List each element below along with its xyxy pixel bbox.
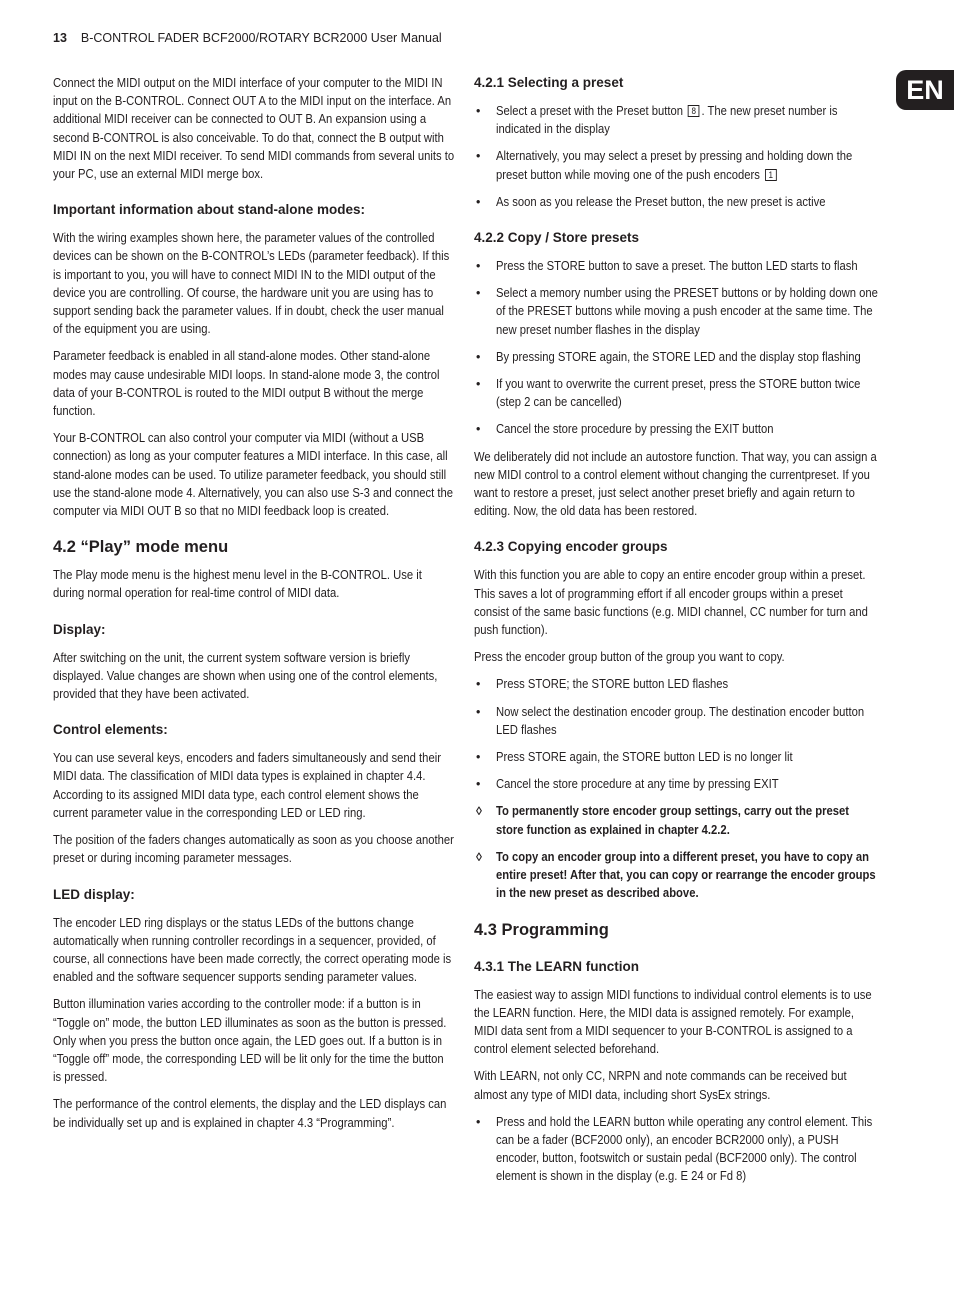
note-item: ◊ To permanently store encoder group settings, carry out the preset store function as explained in chapter 4.2.2. bbox=[476, 804, 849, 837]
paragraph: The performance of the control elements, the display and the LED displays can be individually set up and is explained in chapter 4.3 “Programming”. bbox=[53, 1097, 447, 1130]
language-tab: EN bbox=[896, 70, 954, 110]
chapter-heading: 4.2 “Play” mode menu bbox=[53, 538, 229, 557]
list-item: • Press STORE; the STORE button LED flashes bbox=[474, 675, 879, 693]
list-item: • Press and hold the LEARN button while operating any control element. This can be a fader (BCF2000 only), an encoder BCR2000 only), a PUSH encoder, button, footswitch or sustain pedal (BCF2000 only). The control element is shown in the display (e.g. E 24 or Fd 8) bbox=[476, 1114, 873, 1184]
note-bullet: ◊ bbox=[476, 849, 482, 864]
paragraph: The position of the faders changes automatically as soon as you choose another preset or during incoming parameter messages. bbox=[53, 833, 454, 866]
bullet: • bbox=[476, 349, 481, 364]
list-item: • Now select the destination encoder group. The destination encoder button LED flashes bbox=[476, 704, 865, 737]
paragraph: The easiest way to assign MIDI functions to individual control elements is to use the LEARN function. Here, the MIDI data is assigned remotely. For example, MIDI data sent from a MIDI sequencer to your B-CONTROL is assigned to a control element selected beforehand. bbox=[474, 987, 872, 1057]
paragraph: Button illumination varies according to the controller mode: if a button is in “Toggle on” mode, the button LED illuminates as soon as the button is pressed. Only when you press the button once again, the LED goes out. If a button is in “Toggle off” mode, the corresponding LED will be lit only for the time the button is pressed. bbox=[53, 997, 447, 1085]
key-reference: 8 bbox=[688, 105, 700, 117]
section-heading: 4.2.3 Copying encoder groups bbox=[474, 539, 668, 555]
list-item: • Cancel the store procedure at any time by pressing EXIT bbox=[474, 775, 879, 793]
page-number: 13 bbox=[53, 31, 67, 45]
list-item: • Press STORE again, the STORE button LED is no longer lit bbox=[474, 748, 879, 766]
bullet: • bbox=[476, 704, 481, 719]
list-item: • Alternatively, you may select a preset by pressing and holding down the preset button while moving one of the push encoders 1 bbox=[476, 149, 853, 182]
bullet: • bbox=[476, 777, 481, 792]
paragraph: Your B-CONTROL can also control your computer via MIDI (without a USB connection) as long as your computer features a MIDI interface. In this case, all stand-alone modes can be used. To utilize parameter feedback, you should still use the stand-alone mode 4. Alternatively, you can also use S-3 and connect the computer via MIDI OUT B so that no MIDI feedback loop is created. bbox=[53, 431, 454, 519]
section-heading: 4.2.2 Copy / Store presets bbox=[474, 230, 640, 246]
manual-title: B-CONTROL FADER BCF2000/ROTARY BCR2000 User Manual bbox=[80, 31, 442, 45]
paragraph: After switching on the unit, the current system software version is briefly displayed. Value changes are shown when using one of the control elements, provided that they have been activated. bbox=[53, 650, 438, 702]
bullet-list bbox=[474, 675, 879, 902]
bullet: • bbox=[476, 422, 481, 437]
section-heading: LED display: bbox=[53, 886, 135, 902]
section-heading: 4.3.1 The LEARN function bbox=[474, 958, 640, 974]
list-item: • Select a preset with the Preset button 8 . The new preset number is indicated in the display bbox=[476, 104, 838, 137]
note-bullet: ◊ bbox=[476, 804, 482, 819]
paragraph: Parameter feedback is enabled in all stand-alone modes. Other stand-alone modes may cause undesirable MIDI loops. In stand-alone mode 3, the control data of your B-CONTROL is routed to the MIDI output B without the merge function. bbox=[53, 349, 440, 419]
key-reference: 1 bbox=[765, 169, 777, 181]
paragraph: We deliberately did not include an autostore function. That way, you can assign a new MIDI control to a control element without changing the currentpreset. If you want to restore a preset, just select another preset briefly and again return to editing. Now, the old data has been restored. bbox=[474, 449, 877, 519]
bullet: • bbox=[476, 750, 481, 765]
list-item: • Cancel the store procedure by pressing the EXIT button bbox=[474, 420, 879, 438]
paragraph: With this function you are able to copy an entire encoder group within a preset. This saves a lot of programming effort if all encoder groups within a preset consist of the same basic functions (e.g. MIDI channel, CC number for turn and push function). bbox=[474, 568, 868, 638]
bullet-list bbox=[474, 257, 879, 439]
bullet: • bbox=[476, 149, 481, 164]
left-column bbox=[53, 74, 455, 1141]
bullet-list bbox=[474, 102, 879, 211]
section-heading: Display: bbox=[53, 621, 106, 637]
bullet-list bbox=[474, 1113, 879, 1186]
bullet: • bbox=[476, 104, 481, 118]
paragraph: Connect the MIDI output on the MIDI interface of your computer to the MIDI IN input on the B-CONTROL. Connect OUT A to the MIDI input on the interface. An additional MIDI receiver can be connected to OUT B. An expansion using a second B-CONTROL is also conceivable. To do that, connect the B output with MIDI IN on the next MIDI receiver. To send MIDI commands from several units to your PC, use an external MIDI merge box. bbox=[53, 76, 455, 182]
bullet: • bbox=[476, 194, 481, 209]
bullet: • bbox=[476, 259, 481, 274]
paragraph: Press the encoder group button of the group you want to copy. bbox=[474, 650, 785, 665]
note-item: ◊ To copy an encoder group into a different preset, you have to copy an entire preset! After that, you can copy or rearrange the encoder groups in the new preset as described above. bbox=[476, 849, 876, 901]
paragraph: The encoder LED ring displays or the status LEDs of the buttons change automatically when running controller recordings in a sequencer, provided, of course, all connections have been made correctly, the correct operating mode is enabled and the software sequencer supports sending parameter values. bbox=[53, 915, 452, 985]
paragraph: With the wiring examples shown here, the parameter values of the controlled devices can be shown on the B-CONTROL’s LEDs (parameter feedback). If this is important to you, you will have to connect MIDI IN to the MIDI output of the device you are controlling. Of course, the hardware unit you are using has to support sending back the parameter values. If in doubt, check the user manual of the equipment you are using. bbox=[53, 231, 450, 337]
list-item: • As soon as you release the Preset button, the new preset is active bbox=[474, 193, 879, 211]
list-item: • By pressing STORE again, the STORE LED and the display stop flashing bbox=[474, 348, 879, 366]
right-column bbox=[474, 74, 879, 1195]
paragraph: You can use several keys, encoders and faders simultaneously and send their MIDI data. The classification of MIDI data types is explained in chapter 4.4. According to its assigned MIDI data type, each control element shows the current parameter value in the corresponding LED or LED ring. bbox=[53, 751, 441, 820]
paragraph: The Play mode menu is the highest menu level in the B-CONTROL. Use it during normal operation for real-time control of MIDI data. bbox=[53, 568, 422, 601]
list-item: • Select a memory number using the PRESET buttons or by holding down one of the PRESET buttons while moving a push encoder at the same time. The new preset number flashes in the display bbox=[476, 286, 878, 337]
bullet: • bbox=[476, 677, 481, 692]
running-header bbox=[53, 31, 442, 45]
bullet: • bbox=[476, 377, 481, 392]
list-item: • Press the STORE button to save a preset. The button LED starts to flash bbox=[474, 257, 879, 275]
section-heading: Important information about stand-alone modes: bbox=[53, 202, 366, 218]
section-heading: 4.2.1 Selecting a preset bbox=[474, 75, 624, 90]
bullet: • bbox=[476, 1114, 481, 1129]
section-heading: Control elements: bbox=[53, 722, 168, 738]
paragraph: With LEARN, not only CC, NRPN and note commands can be received but almost any type of MIDI data, including short SysEx strings. bbox=[474, 1069, 847, 1102]
list-item: • If you want to overwrite the current preset, press the STORE button twice (step 2 can be cancelled) bbox=[476, 377, 861, 410]
bullet: • bbox=[476, 286, 481, 301]
chapter-heading: 4.3 Programming bbox=[474, 920, 609, 939]
